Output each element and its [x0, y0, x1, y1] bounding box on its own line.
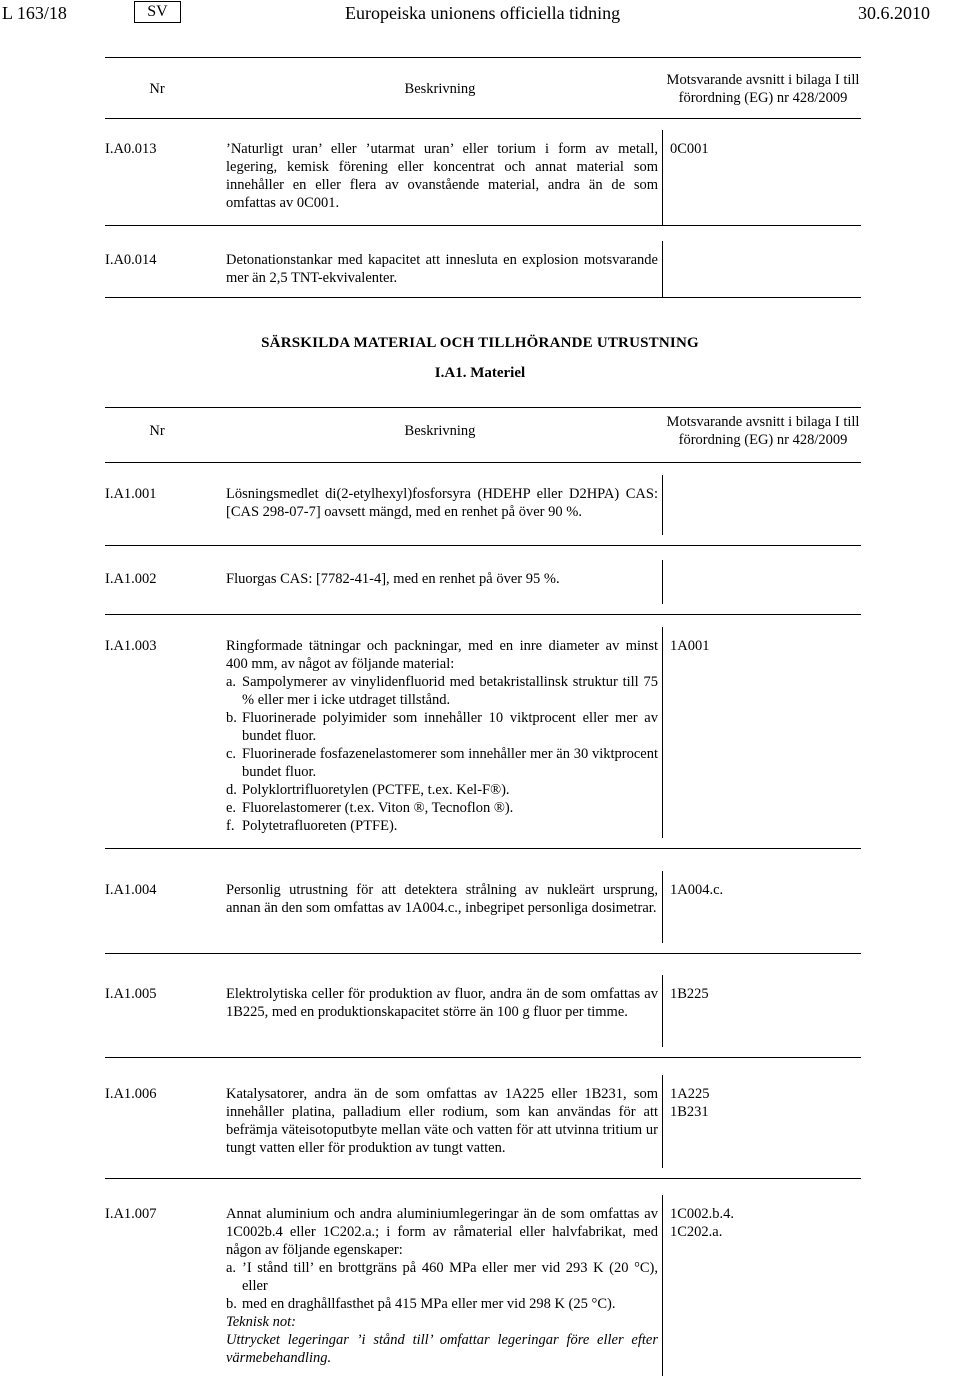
list-item-label: b.	[226, 1296, 237, 1312]
row-description: Detonationstankar med kapacitet att innesluta en explosion motsvarande mer än 2,5 TNT-ekvivalenter.	[226, 252, 658, 286]
row-rule	[105, 614, 861, 615]
list-item-label: e.	[226, 800, 237, 816]
table-header-rule	[105, 462, 861, 463]
table-header-rule	[105, 118, 861, 119]
table-top-rule	[105, 407, 861, 408]
publication-date: 30.6.2010	[858, 3, 930, 23]
column-header-reference	[665, 413, 861, 449]
reference-code: 1C202.a.	[670, 1224, 723, 1240]
row-rule	[105, 545, 861, 546]
reference-code: 1B231	[670, 1104, 709, 1120]
column-divider	[662, 560, 663, 604]
row-description: Fluorgas CAS: [7782-41-4], med en renhet på över 95 %.	[226, 571, 560, 587]
list-item-text: Fluorinerade fosfazenelastomerer som innehåller mer än 30 viktprocent bundet fluor.	[242, 746, 658, 780]
row-reference	[670, 140, 860, 158]
column-divider	[662, 627, 663, 838]
list-item-text: Fluorinerade polyimider som innehåller 10 viktprocent eller mer av bundet fluor.	[242, 710, 658, 744]
table-bottom-rule	[105, 297, 861, 298]
reference-code: 1A225	[670, 1086, 710, 1102]
column-header-reference-line2: förordning (EG) nr 428/2009	[678, 432, 848, 448]
column-header-reference	[665, 71, 861, 107]
list-item	[226, 1295, 658, 1313]
row-description: Katalysatorer, andra än de som omfattas av 1A225 eller 1B231, som innehåller platina, palladium eller rodium, som kan användas för att befrämja väteisotoputbyte mellan väte och vatten för att utvinna tritium ur tungt vatten eller för produktion av tungt vatten.	[226, 1086, 658, 1156]
column-header-reference-line1: Motsvarande avsnitt i bilaga I till	[666, 414, 860, 430]
reference-code: 1A001	[670, 638, 710, 654]
column-divider	[662, 130, 663, 225]
language-code-box: SV	[134, 1, 181, 23]
column-divider	[662, 1075, 663, 1168]
row-number: I.A1.006	[105, 1086, 157, 1102]
list-item	[226, 781, 658, 799]
row-description-intro: Annat aluminium och andra aluminiumlegeringar än de som omfattas av 1C002b.4 eller 1C202.a.; i form av råmaterial eller halvfabrikat, med någon av följande egenskaper:	[226, 1206, 658, 1258]
list-item	[226, 745, 658, 781]
row-number: I.A1.003	[105, 638, 157, 654]
reference-code: 1A004.c.	[670, 882, 724, 898]
column-divider	[662, 871, 663, 943]
technical-note-text: Uttrycket legeringar ’i stånd till’ omfattar legeringar före eller efter värmebehandling.	[226, 1332, 658, 1366]
list-item-label: c.	[226, 746, 237, 762]
column-header-description: Beskrivning	[404, 81, 476, 97]
row-reference	[670, 1085, 860, 1121]
row-description	[226, 637, 658, 835]
row-rule	[105, 848, 861, 849]
column-divider	[662, 475, 663, 535]
list-item-label: b.	[226, 710, 237, 726]
row-number: I.A1.001	[105, 486, 157, 502]
row-number: I.A0.013	[105, 141, 157, 157]
list-item	[226, 709, 658, 745]
row-reference	[670, 637, 860, 655]
row-rule	[105, 225, 861, 226]
row-number: I.A0.014	[105, 252, 157, 268]
column-header-description: Beskrivning	[404, 423, 476, 439]
technical-note-title: Teknisk not:	[226, 1314, 296, 1330]
list-item-text: Polytetrafluoreten (PTFE).	[242, 818, 398, 834]
row-number: I.A1.004	[105, 882, 157, 898]
list-item	[226, 817, 658, 835]
row-rule	[105, 1057, 861, 1058]
row-description: Elektrolytiska celler för produktion av fluor, andra än de som omfattas av 1B225, med en produktionskapacitet större än 100 g fluor per timme.	[226, 986, 658, 1020]
row-description: Personlig utrustning för att detektera strålning av nukleärt ursprung, annan än den som omfattas av 1A004.c., inbegripet personliga dosimetrar.	[226, 882, 658, 916]
column-divider	[662, 1195, 663, 1376]
list-item-label: a.	[226, 1260, 237, 1276]
section-title: SÄRSKILDA MATERIAL OCH TILLHÖRANDE UTRUSTNING	[261, 335, 699, 351]
row-reference	[670, 1205, 860, 1241]
list-item-label: f.	[226, 818, 235, 834]
row-rule	[105, 1178, 861, 1179]
column-header-reference-line1: Motsvarande avsnitt i bilaga I till	[666, 72, 860, 88]
row-description-intro: Ringformade tätningar och packningar, med en inre diameter av minst 400 mm, av något av följande material:	[226, 638, 658, 672]
row-description: ’Naturligt uran’ eller ’utarmat uran’ eller torium i form av metall, legering, kemisk förening eller koncentrat och annat material som innehåller en eller flera av ovanstående material, andra än de som omfattas av 0C001.	[226, 141, 658, 211]
list-item-label: d.	[226, 782, 237, 798]
page-header	[0, 0, 960, 30]
column-header-nr: Nr	[149, 423, 165, 439]
list-item	[226, 673, 658, 709]
column-divider	[662, 975, 663, 1047]
list-item-label: a.	[226, 674, 237, 690]
row-number: I.A1.005	[105, 986, 157, 1002]
list-item-text: Sampolymerer av vinylidenfluorid med betakristallinsk struktur till 75 % eller mer i icke utdraget tillstånd.	[242, 674, 658, 708]
table-top-rule	[105, 57, 861, 58]
row-rule	[105, 953, 861, 954]
column-header-reference-line2: förordning (EG) nr 428/2009	[678, 90, 848, 106]
reference-code: 0C001	[670, 141, 709, 157]
column-header-nr: Nr	[149, 81, 165, 97]
row-description: Lösningsmedlet di(2-etylhexyl)fosforsyra (HDEHP eller D2HPA) CAS: [CAS 298-07-7] oavsett mängd, med en renhet på över 90 %.	[226, 486, 658, 520]
list-item	[226, 799, 658, 817]
row-number: I.A1.002	[105, 571, 157, 587]
row-reference	[670, 985, 860, 1003]
row-description	[226, 1205, 658, 1367]
list-item-text: Fluorelastomerer (t.ex. Viton ®, Tecnoflon ®).	[242, 800, 514, 816]
list-item-text: Polyklortrifluoretylen (PCTFE, t.ex. Kel-F®).	[242, 782, 510, 798]
row-reference	[670, 881, 860, 899]
column-divider	[662, 241, 663, 297]
list-item-text: ’I stånd till’ en brottgräns på 460 MPa eller mer vid 293 K (20 °C), eller	[242, 1260, 658, 1294]
section-subtitle: I.A1. Materiel	[434, 365, 526, 381]
list-item-text: med en draghållfasthet på 415 MPa eller mer vid 298 K (25 °C).	[242, 1296, 616, 1312]
page-reference: L 163/18	[2, 3, 67, 23]
row-number: I.A1.007	[105, 1206, 157, 1222]
reference-code: 1C002.b.4.	[670, 1206, 735, 1222]
reference-code: 1B225	[670, 986, 709, 1002]
journal-title: Europeiska unionens officiella tidning	[345, 3, 621, 23]
list-item	[226, 1259, 658, 1295]
